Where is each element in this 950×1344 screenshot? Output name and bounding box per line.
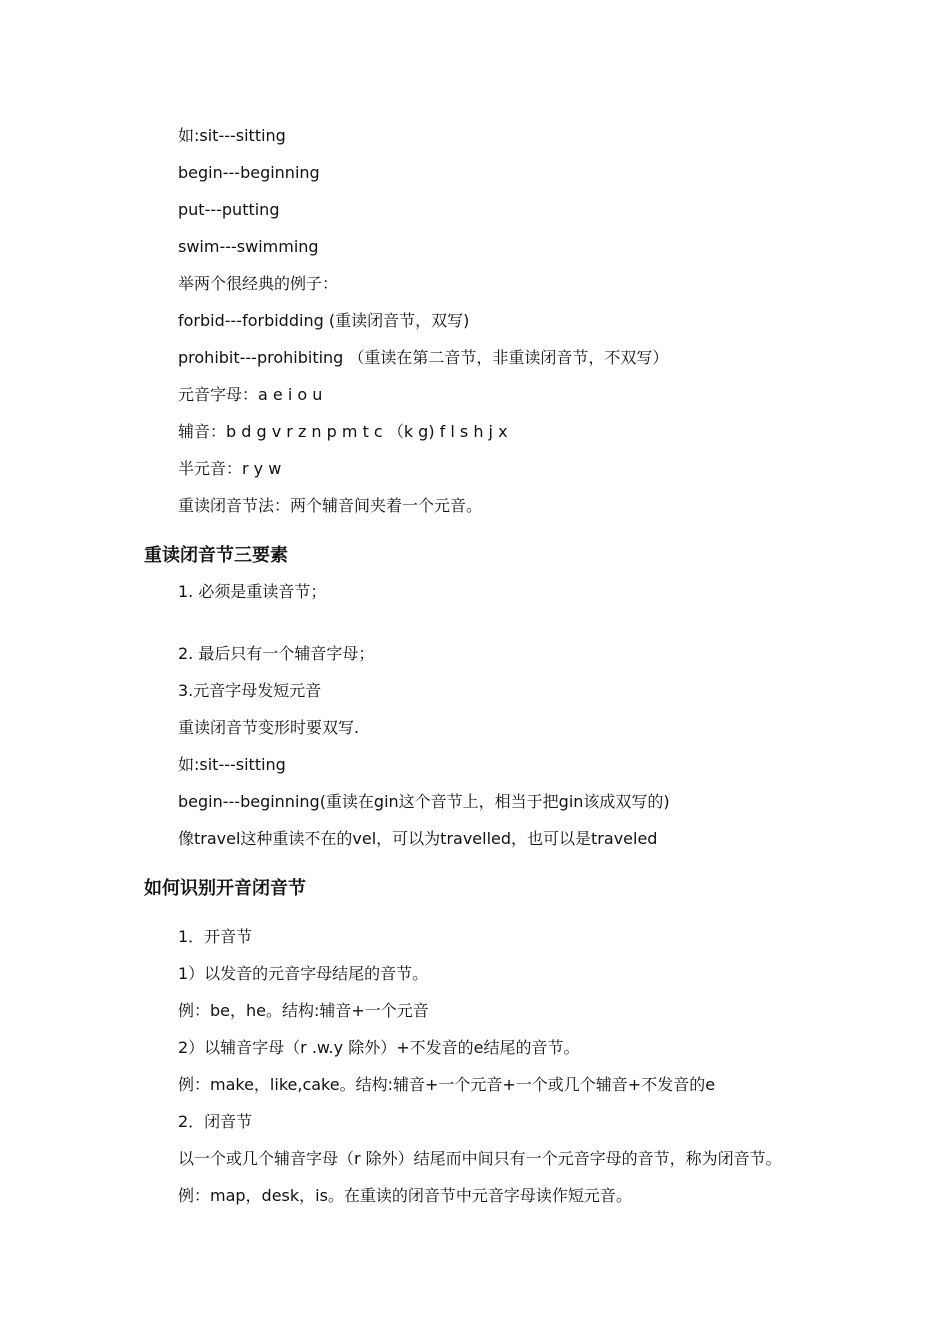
example-line: prohibit---prohibiting （重读在第二音节，非重读闭音节，不双写） [178, 348, 669, 367]
consonants-line: 辅音：b d g v r z n p m t c （k g) f l s h j x [178, 422, 508, 441]
example-line: swim---swimming [178, 237, 319, 256]
example-line: 像travel这种重读不在的vel，可以为travelled，也可以是traveled [178, 829, 658, 848]
list-item: 3.元音字母发短元音 [178, 681, 322, 700]
section-heading: 如何识别开音闭音节 [144, 878, 306, 899]
example-line: 如:sit---sitting [178, 126, 286, 145]
example-line: 例：map，desk，is。在重读的闭音节中元音字母读作短元音。 [178, 1186, 632, 1205]
text-line: 1）以发音的元音字母结尾的音节。 [178, 964, 429, 983]
example-line: put---putting [178, 200, 280, 219]
text-line: 举两个很经典的例子： [178, 274, 339, 293]
rule-line: 重读闭音节法：两个辅音间夹着一个元音。 [178, 496, 483, 515]
example-line: forbid---forbidding (重读闭音节，双写) [178, 311, 470, 330]
text-line: 重读闭音节变形时要双写. [178, 718, 360, 737]
list-item: 1. 必须是重读音节； [178, 582, 327, 601]
example-line: begin---beginning [178, 163, 320, 182]
example-line: 例：make，like,cake。结构:辅音+一个元音+一个或几个辅音+不发音的e [178, 1075, 716, 1094]
example-line: 例：be，he。结构:辅音+一个元音 [178, 1001, 429, 1020]
example-line: 如:sit---sitting [178, 755, 286, 774]
list-item: 1．开音节 [178, 927, 253, 946]
vowels-line: 元音字母：a e i o u [178, 385, 323, 404]
semivowels-line: 半元音：r y w [178, 459, 282, 478]
text-line: 2）以辅音字母（r .w.y 除外）+不发音的e结尾的音节。 [178, 1038, 580, 1057]
example-line: begin---beginning(重读在gin这个音节上，相当于把gin该成双写的) [178, 792, 670, 811]
list-item: 2. 最后只有一个辅音字母； [178, 644, 375, 663]
section-heading: 重读闭音节三要素 [144, 545, 288, 566]
list-item: 2．闭音节 [178, 1112, 253, 1131]
text-line: 以一个或几个辅音字母（r 除外）结尾而中间只有一个元音字母的音节，称为闭音节。 [178, 1149, 782, 1168]
